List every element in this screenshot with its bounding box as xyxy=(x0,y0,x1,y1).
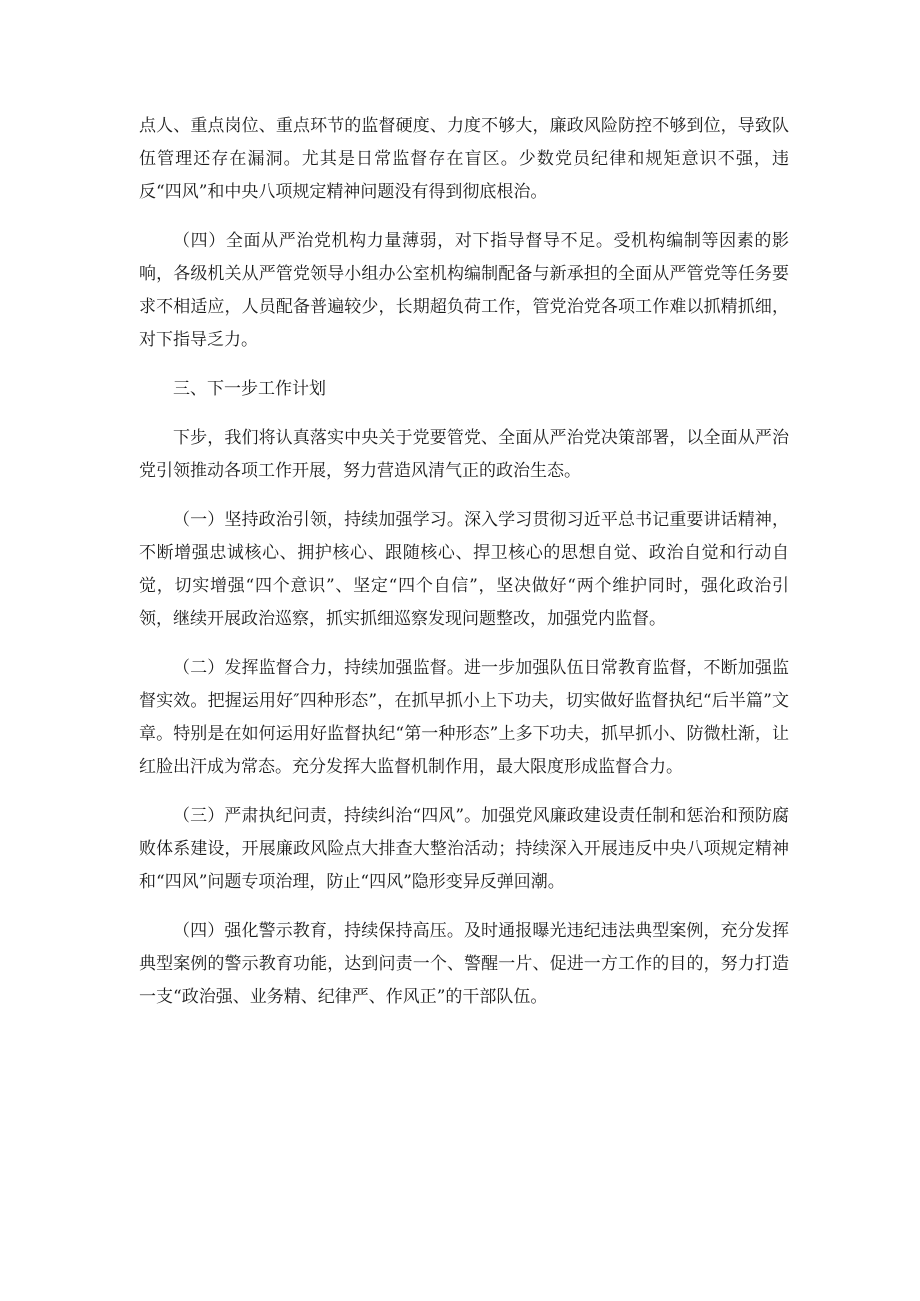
document-page xyxy=(139,110,789,1030)
paragraph-intro: 下步，我们将认真落实中央关于党要管党、全面从严治党决策部署，以全面从严治党引领推动各项工作开展，努力营造风清气正的政治生态。 xyxy=(139,428,789,481)
plan-item-2: （二）发挥监督合力，持续加强监督。进一步加强队伍日常教育监督，不断加强监督实效。把握运用好″四种形态”，在抓早抓小上下功夫，切实做好监督执纪“后半篇”文章。特别是在如何运用好监督执纪“第一种形态”上多下功夫，抓早抓小、防微杜渐，让红脸出汗成为常态。充分发挥大监督机制作用，最大限度形成监督合力。 xyxy=(139,658,789,777)
paragraph-section-2-item-4: （四）全面从严治党机构力量薄弱，对下指导督导不足。受机构编制等因素的影响，各级机关从严管党领导小组办公室机构编制配备与新承担的全面从严管党等任务要求不相适应，人员配备普遍较少，长期超负荷工作，管党治党各项工作难以抓精抓细，对下指导乏力。 xyxy=(139,231,789,350)
plan-item-3: （三）严肃执纪问责，持续纠治“四风”。加强党风廉政建设责任制和惩治和预防腐败体系建设，开展廉政风险点大排查大整治活动；持续深入开展违反中央八项规定精神和“四风”问题专项治理，防止“四风”隐形变异反弹回潮。 xyxy=(139,806,789,892)
section-heading: 三、下一步工作计划 xyxy=(173,379,326,399)
plan-item-4: （四）强化警示教育，持续保持高压。及时通报曝光违纪违法典型案例，充分发挥典型案例的警示教育功能，达到问责一个、警醒一片、促进一方工作的目的，努力打造一支“政治强、业务精、纪律严、作风正”的干部队伍。 xyxy=(139,921,789,1007)
plan-item-1: （一）坚持政治引领，持续加强学习。深入学习贯彻习近平总书记重要讲话精神，不断增强忠诚核心、拥护核心、跟随核心、捍卫核心的思想自觉、政治自觉和行动自觉，切实增强“四个意识”、坚定“四个自信”，坚决做好“两个维护同时，强化政治引领，继续开展政治巡察，抓实抓细巡察发现问题整改，加强党内监督。 xyxy=(139,510,789,629)
paragraph-continuation: 点人、重点岗位、重点环节的监督硬度、力度不够大，廉政风险防控不够到位，导致队伍管理还存在漏洞。尤其是日常监督存在盲区。少数党员纪律和规矩意识不强，违反“四风”和中央八项规定精神问题没有得到彻底根治。 xyxy=(139,116,789,202)
